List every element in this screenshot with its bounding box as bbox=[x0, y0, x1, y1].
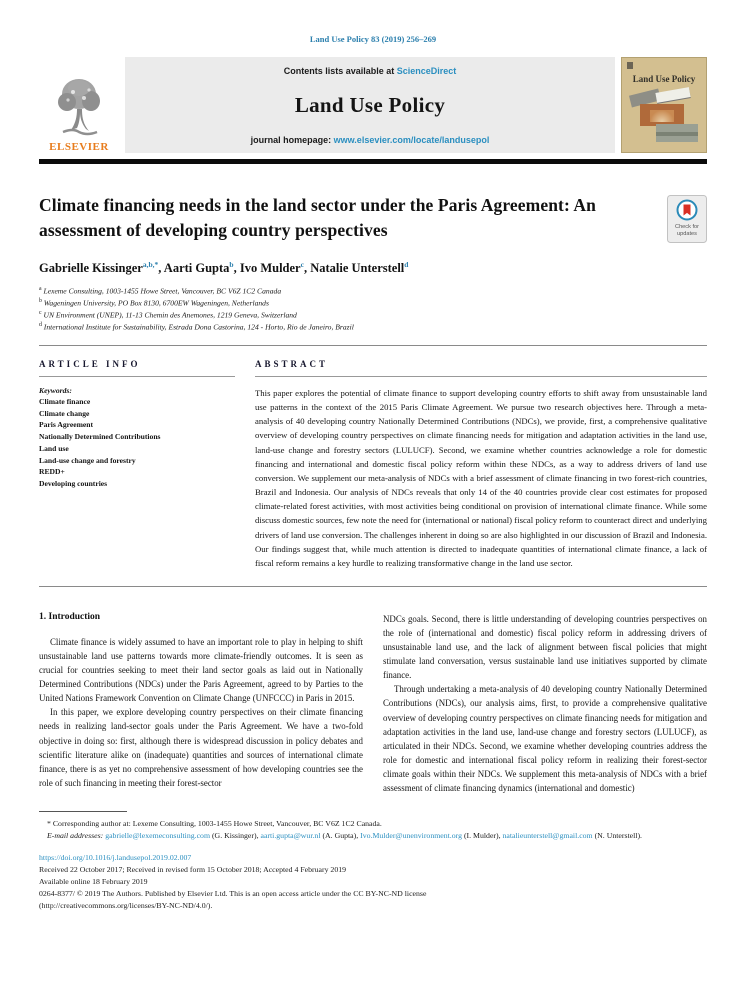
introduction-heading: 1. Introduction bbox=[39, 612, 101, 623]
homepage-line bbox=[251, 135, 490, 145]
heading-rule bbox=[39, 376, 235, 377]
author-affiliation-sup: b bbox=[229, 260, 234, 269]
cover-corner-mark bbox=[627, 62, 633, 69]
banner-center bbox=[125, 57, 615, 153]
info-abstract-block bbox=[39, 346, 707, 586]
email-link[interactable]: natalieunterstell@gmail.com bbox=[502, 830, 593, 840]
author-name: Gabrielle Kissinger$^{a,b,*}$ bbox=[39, 260, 159, 276]
author-list: Gabrielle Kissinger$^{a,b,*}$, Aarti Gupta$^b$, Ivo Mulder$^c$, Natalie Unterstell$^d$ bbox=[39, 260, 409, 276]
keyword: Land use bbox=[39, 443, 69, 453]
received-dates: Received 22 October 2017; Received in revised form 15 October 2018; Accepted 4 February 2019 bbox=[39, 865, 347, 875]
cover-title: Land Use Policy bbox=[632, 74, 696, 84]
sciencedirect-link[interactable]: ScienceDirect bbox=[396, 66, 457, 76]
affiliation-line: $^b$ Wageningen University, PO Box 8130, 6700EW Wageningen, Netherlands bbox=[39, 298, 269, 308]
affiliation-list bbox=[39, 285, 707, 333]
keyword: Climate change bbox=[39, 408, 90, 418]
homepage-url-link[interactable]: www.elsevier.com/locate/landusepol bbox=[333, 135, 490, 145]
elsevier-logo bbox=[39, 57, 119, 153]
contents-line bbox=[284, 66, 457, 76]
journal-banner bbox=[39, 57, 707, 153]
journal-citation: Land Use Policy 83 (2019) 256–269 bbox=[309, 34, 437, 44]
body-columns bbox=[39, 612, 707, 795]
keyword: Climate finance bbox=[39, 396, 91, 406]
svg-text:updates: updates bbox=[677, 231, 697, 237]
footnotes-block bbox=[39, 811, 707, 913]
elsevier-tree-icon bbox=[53, 76, 105, 140]
affiliation-line: $^c$ UN Environment (UNEP), 11-13 Chemin des Anemones, 1219 Geneva, Switzerland bbox=[39, 310, 297, 320]
article-title: Climate financing needs in the land sector under the Paris Agreement: An assessment of developing country perspectives bbox=[39, 195, 596, 240]
homepage-prefix: journal homepage: bbox=[250, 135, 334, 145]
paragraph: Through undertaking a meta-analysis of 40 developing country Nationally Determined Contributions (NDCs), our analysis aims, first, to provide a comprehensive qualitative overview of developing country perspectives on climate financing needs for mitigation and adaptation activities in the land use, land-use change and forestry sectors (LULUCF), as articulated in their NDCs. Second, we examine whether developing countries address the role for domestic and international fiscal policy reform in realizing their forest-sector climate goals within their NDCs. We supplement this meta-analysis of NDCs with a brief assessment of climate financing dynamics (international and domestic) bbox=[383, 684, 707, 793]
affiliation-sup: a bbox=[39, 286, 42, 293]
abstract-column bbox=[255, 359, 707, 570]
doi-link[interactable]: https://doi.org/10.1016/j.landusepol.2019.02.007 bbox=[39, 853, 192, 863]
corresponding-author-note: * Corresponding author at: Lexeme Consulting, 1003-1455 Howe Street, Vancouver, BC V6Z 1C2 Canada. bbox=[47, 818, 382, 828]
svg-text:Check for: Check for bbox=[675, 224, 699, 230]
keyword: REDD+ bbox=[39, 467, 65, 477]
author-name: Ivo Mulder$^c$ bbox=[239, 260, 304, 276]
intro-col-left bbox=[39, 612, 363, 795]
email-link[interactable]: gabrielle@lexemeconsulting.com bbox=[105, 830, 211, 840]
affiliation-line: $^a$ Lexeme Consulting, 1003-1455 Howe Street, Vancouver, BC V6Z 1C2 Canada bbox=[39, 286, 282, 296]
author-name: Aarti Gupta$^b$ bbox=[163, 260, 234, 276]
contents-prefix: Contents lists available at bbox=[283, 66, 397, 76]
intro-left-paragraphs bbox=[39, 635, 363, 790]
copyright-line: 0264-8377/ © 2019 The Authors. Published by Elsevier Ltd. This is an open access article under the CC BY-NC-ND license bbox=[39, 889, 427, 899]
abstract-text: This paper explores the potential of climate finance to support developing country efforts to shift away from unsustainable land use patterns in the context of the 2015 Paris Climate Agreement. We pursue two research objectives here. Through a meta-analysis of 40 developing country Nationally Determined Contributions (NDCs), we provide, first, a comprehensive qualitative overview of developing country perspectives on climate financing needs for mitigation and adaptation activities in the land use, land-use change and forestry sectors (LULUCF). Second, we examine whether countries acknowledge a role for domestic financing and international and domestic fiscal policy reform within these NDCs, as a way to address drivers of land use conversion. We supplement our meta-analysis of NDCs with a brief assessment of climate financing in two forest-rich countries, Brazil and Indonesia. Our analysis of NDCs reveals that only 14 of the 40 countries provide clear cost estimates for proposed climate-related forest activities, with most activities being conditional on provision of international climate finance. While some discuss domestic sources, few note the need for (international or national) fiscal policy reform to counteract direct and underlying drivers of land use conversion. The challenges inherent in doing so are also highlighted in our discussion of Brazil and Indonesia. Our findings suggest that, while much attention is directed to inadequate quantities of international climate finance, a lack of fiscal reform remains a key hurdle to realizing transformative change in the land use sector. bbox=[255, 387, 707, 568]
abstract-heading: ABSTRACT bbox=[255, 358, 329, 369]
article-info-heading: ARTICLE INFO bbox=[39, 358, 141, 369]
section-divider bbox=[39, 586, 707, 587]
elsevier-wordmark: ELSEVIER bbox=[49, 141, 109, 153]
emails-label: E-mail addresses: bbox=[47, 830, 104, 840]
banner-journal-title: Land Use Policy bbox=[294, 93, 446, 117]
author-affiliation-sup: a,b,* bbox=[142, 260, 159, 269]
cover-photo-landscape-icon bbox=[656, 124, 698, 142]
author-name: Natalie Unterstell$^d$ bbox=[310, 260, 409, 276]
affiliation-line: $^d$ International Institute for Sustainability, Estrada Dona Castorina, 124 - Horto, Rio de Janeiro, Brazil bbox=[39, 321, 354, 332]
banner-divider-bar bbox=[39, 159, 707, 164]
intro-col-right bbox=[383, 612, 707, 795]
paragraph: In this paper, we explore developing country perspectives on their climate financing needs in realizing land-sector goals under the Paris Agreement. We have a two-fold objective in doing so: first, although there is widespread discussion in policy debates and scientific literature alike on (inadequate) quantities and sources of international climate finance, there is as yet no comprehensive assessment of how developing countries see the role of such financing in meeting their forest-sector bbox=[39, 707, 363, 788]
keywords-label: Keywords: bbox=[39, 385, 72, 395]
email-link[interactable]: Ivo.Mulder@unenvironment.org bbox=[360, 830, 463, 840]
cover-photo-strip-icon bbox=[655, 87, 690, 103]
article-info-column bbox=[39, 359, 235, 570]
available-online: Available online 18 February 2019 bbox=[39, 877, 148, 887]
author-affiliation-sup: c bbox=[300, 260, 304, 269]
check-for-updates-badge[interactable] bbox=[667, 195, 707, 248]
affiliation-sup: b bbox=[39, 298, 42, 305]
email-list: gabrielle@lexemeconsulting.com (G. Kissinger), aarti.gupta@wur.nl (A. Gupta), Ivo.Mulder@unenvironment.org (I. Mulder), natalieunterstell@gmail.com (N. Unterstell). bbox=[105, 830, 642, 840]
keyword: Land-use change and forestry bbox=[39, 455, 136, 465]
affiliation-sup: c bbox=[39, 310, 42, 316]
journal-cover-thumbnail bbox=[621, 57, 707, 153]
keyword: Developing countries bbox=[39, 479, 108, 489]
keyword: Paris Agreement bbox=[39, 420, 94, 430]
keyword: Nationally Determined Contributions bbox=[39, 432, 161, 442]
license-line: (http://creativecommons.org/licenses/BY-NC-ND/4.0/). bbox=[39, 901, 213, 911]
paragraph: Climate finance is widely assumed to have an important role to play in helping to shift unsustainable land use patterns towards more climate-friendly outcomes. It is seen as crucial for countries seeking to meet their land sector goals as laid out in Nationally Determined Contributions (NDCs) under the Paris Agreement, agreed to by Parties to the United Nations Framework Convention on Climate Change (UNFCCC) in Paris in 2015. bbox=[39, 637, 363, 704]
heading-rule bbox=[255, 376, 707, 377]
author-affiliation-sup: d bbox=[404, 260, 409, 269]
affiliation-sup: d bbox=[39, 321, 42, 328]
email-link[interactable]: aarti.gupta@wur.nl bbox=[260, 830, 321, 840]
cover-photo-sunset-icon bbox=[640, 104, 684, 126]
footnote-divider bbox=[39, 811, 127, 812]
keyword-list bbox=[39, 396, 235, 490]
paragraph: NDCs goals. Second, there is little understanding of developing countries perspectives on the role of (international and domestic) fiscal policy reform in addressing drivers of unsustainable land use, and the lack of alignment between fiscal policies that might stimulate land conversation, versus sustainable land use initiatives supported by climate finance. bbox=[383, 614, 707, 681]
email-addresses-line bbox=[39, 830, 707, 842]
